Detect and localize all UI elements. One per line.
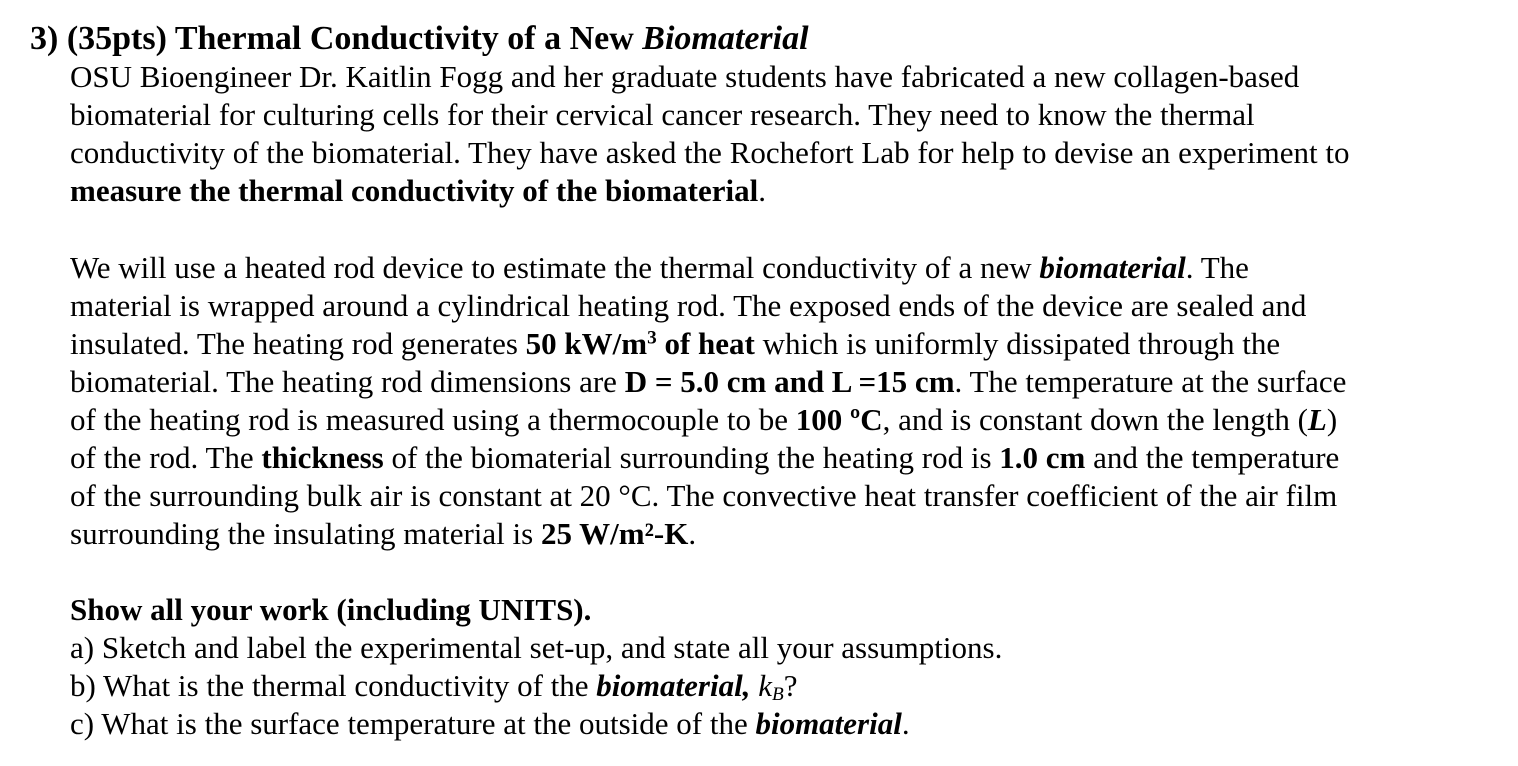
intro-line-4: [70, 172, 1349, 210]
question-b: [70, 667, 1002, 705]
setup-line-5: [70, 401, 1346, 439]
intro-period: .: [758, 173, 766, 208]
setup-text: , and is constant down the length (: [882, 402, 1308, 437]
intro-emphasis: measure the thermal conductivity of the biomaterial: [70, 173, 759, 208]
setup-text: ): [1326, 402, 1338, 437]
setup-text: surrounding the insulating material is: [70, 516, 541, 551]
intro-paragraph: [70, 58, 1349, 210]
setup-text: which is uniformly dissipated through the: [754, 326, 1281, 361]
setup-text: We will use a heated rod device to estimate the thermal conductivity of a new: [70, 250, 1040, 285]
intro-line-2: biomaterial for culturing cells for their cervical cancer research. They need to know the thermal: [70, 97, 1255, 132]
setup-line-8: [70, 515, 1346, 553]
setup-line-1: [70, 249, 1346, 287]
length-symbol: L: [1307, 402, 1327, 437]
k-symbol: k: [750, 668, 772, 703]
setup-text: insulated. The heating rod generates: [70, 326, 526, 361]
thickness-emphasis: thickness: [261, 440, 384, 475]
setup-line-7: of the surrounding bulk air is constant at 20 °C. The convective heat transfer coefficient of the air film: [70, 478, 1338, 513]
setup-line-3: [70, 325, 1346, 363]
convective-coefficient: 25 W/m²-K: [540, 516, 689, 551]
heat-generation-unit: 50 kW/m: [525, 326, 648, 361]
setup-text: of the rod. The: [70, 440, 262, 475]
setup-line-4: [70, 363, 1346, 401]
question-a: a) Sketch and label the experimental set-up, and state all your assumptions.: [70, 630, 1003, 665]
heat-generation-value: [526, 326, 755, 361]
question-c: [70, 705, 1002, 743]
biomaterial-emphasis: biomaterial,: [596, 668, 751, 703]
problem-title: Thermal Conductivity of a New: [174, 20, 634, 57]
setup-text: biomaterial. The heating rod dimensions are: [70, 364, 625, 399]
setup-text: of the heating rod is measured using a thermocouple to be: [70, 402, 796, 437]
instruction-line: [70, 591, 1002, 629]
heat-label: of heat: [656, 326, 755, 361]
problem-title-italic: Biomaterial: [642, 20, 809, 57]
problem-heading: [30, 18, 809, 60]
work-instruction: Show all your work (including UNITS).: [70, 592, 592, 627]
intro-line-1: OSU Bioengineer Dr. Kaitlin Fogg and her graduate students have fabricated a new collagen-based: [70, 59, 1300, 94]
biomaterial-emphasis: biomaterial: [755, 706, 902, 741]
setup-line-2: material is wrapped around a cylindrical heating rod. The exposed ends of the device are sealed and: [70, 288, 1307, 323]
setup-text: . The temperature at the surface: [954, 364, 1347, 399]
unit-exponent: 3: [647, 327, 657, 349]
setup-text: . The: [1185, 250, 1249, 285]
questions-section: [70, 591, 1002, 743]
setup-line-6: [70, 439, 1346, 477]
problem-points: (35pts): [66, 20, 167, 57]
setup-text: of the biomaterial surrounding the heating rod is: [383, 440, 1000, 475]
question-text: ?: [783, 668, 798, 703]
rod-dimensions: D = 5.0 cm and L =15 cm: [624, 364, 955, 399]
biomaterial-emphasis: biomaterial: [1039, 250, 1186, 285]
question-text: c) What is the surface temperature at the outside of the: [70, 706, 756, 741]
setup-paragraph: [70, 249, 1346, 553]
rod-surface-temperature: 100 ºC: [795, 402, 883, 437]
thickness-value: 1.0 cm: [999, 440, 1086, 475]
question-text: b) What is the thermal conductivity of the: [70, 668, 597, 703]
question-text: .: [901, 706, 910, 741]
intro-line-3: conductivity of the biomaterial. They have asked the Rochefort Lab for help to devise an experiment to: [70, 135, 1350, 170]
setup-text: and the temperature: [1085, 440, 1340, 475]
problem-number: 3): [30, 20, 59, 57]
setup-text: .: [688, 516, 697, 551]
k-subscript: B: [771, 683, 784, 705]
